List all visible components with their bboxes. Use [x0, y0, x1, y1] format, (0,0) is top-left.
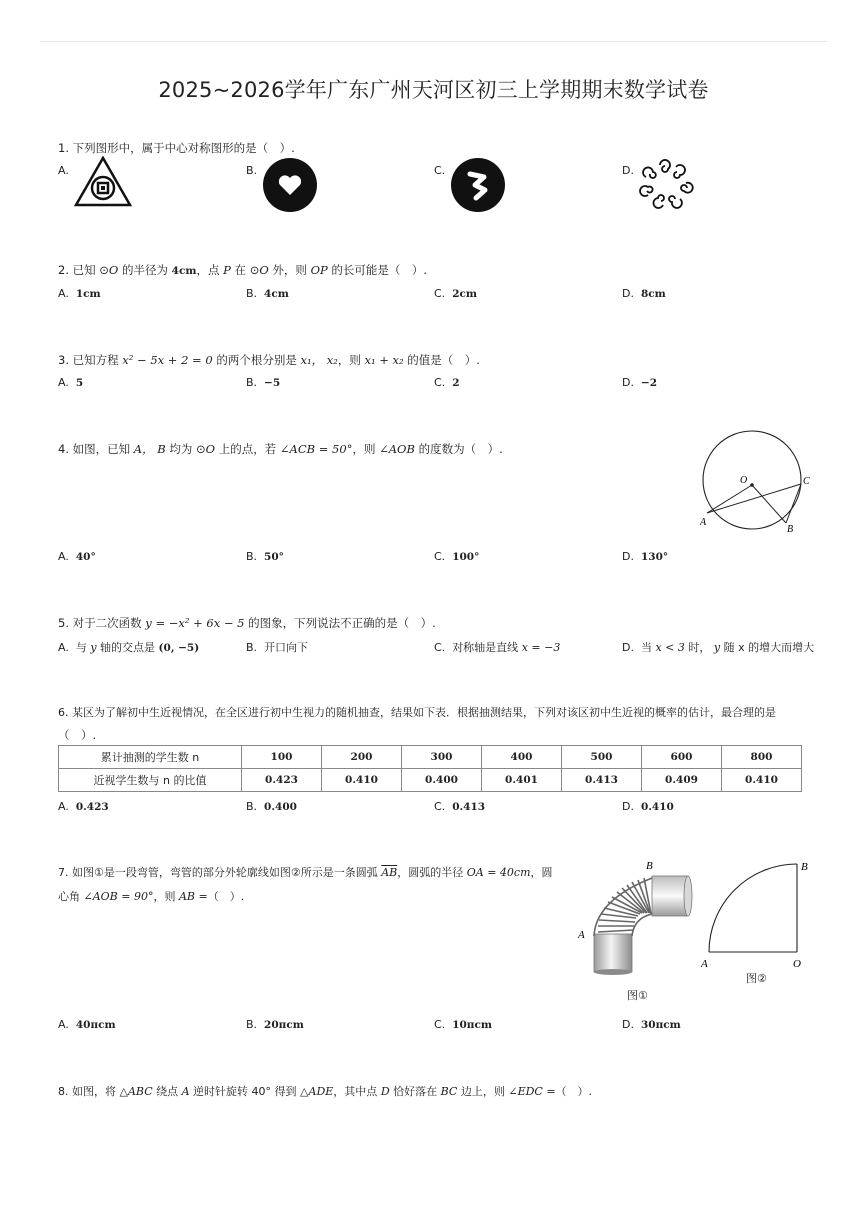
- q6-option-c: [434, 800, 485, 813]
- q7-fig1-label-b: B: [646, 860, 653, 872]
- option-label: D.: [622, 800, 634, 813]
- option-value: 0.413: [452, 801, 486, 813]
- option-value: 8cm: [640, 288, 666, 300]
- option-label: D.: [622, 287, 634, 300]
- q1-option-c-label: C.: [434, 164, 446, 177]
- question-6-text-line2: （ ）.: [58, 728, 97, 742]
- question-5-text: [58, 615, 436, 631]
- option-math: y: [713, 641, 721, 654]
- q8-point: D: [380, 1085, 390, 1098]
- q7-fig1-caption: 图①: [627, 989, 648, 1002]
- table-cell: 0.410: [722, 769, 802, 792]
- option-label: A.: [58, 287, 69, 300]
- q2-option-a: [58, 287, 101, 300]
- q4-text-part: 均为 ⊙: [165, 442, 206, 456]
- q2-text-part: 2. 已知 ⊙: [58, 263, 109, 277]
- q8-triangle: △ABC: [119, 1085, 153, 1098]
- q4-given-angle: ∠ACB = 50°: [279, 442, 353, 456]
- option-value: −2: [640, 377, 658, 389]
- question-8-text: [58, 1083, 592, 1099]
- q4-label-c: C: [803, 476, 810, 487]
- option-value: 10πcm: [452, 1019, 492, 1031]
- q3-text-part: ，则: [337, 353, 365, 367]
- q4-circle-name: O: [205, 442, 216, 456]
- option-label: C.: [434, 1018, 446, 1031]
- table-cell: 0.400: [402, 769, 482, 792]
- q4-circle-diagram: [696, 430, 818, 534]
- option-value: 2cm: [452, 288, 477, 300]
- q4-option-d: [622, 550, 668, 563]
- option-label: B.: [246, 800, 258, 813]
- q2-text-part: ，点: [196, 263, 224, 277]
- q6-option-a: [58, 800, 109, 813]
- q5-option-a: [58, 639, 199, 655]
- option-math: x = −3: [521, 641, 561, 654]
- q7-text-part: ，圆弧的半径: [397, 866, 467, 879]
- q4-option-b: [246, 550, 284, 563]
- option-label: C.: [434, 641, 446, 654]
- table-cell: 500: [562, 746, 642, 769]
- q4-option-a: [58, 550, 96, 563]
- q2-option-b: [246, 287, 289, 300]
- q8-point: A: [181, 1085, 190, 1098]
- q7-fig2-label-o: O: [793, 958, 801, 970]
- question-4-text: [58, 441, 503, 457]
- option-label: B.: [246, 1018, 258, 1031]
- header-divider: [40, 41, 827, 42]
- option-text: 与: [75, 641, 91, 654]
- question-1-text: 1. 下列图形中，属于中心对称图形的是（ ）.: [58, 141, 295, 155]
- q4-label-b: B: [787, 524, 794, 534]
- q5-option-c: [434, 639, 560, 655]
- q4-option-c: [434, 550, 479, 563]
- q8-segment: BC: [440, 1085, 458, 1098]
- q7-fig2-label-b: B: [801, 861, 808, 873]
- option-label: A.: [58, 376, 69, 389]
- table-cell: 300: [402, 746, 482, 769]
- q7-bent-pipe-photo: [574, 856, 696, 978]
- q4-points: A， B: [133, 442, 166, 456]
- q7-radius: OA = 40cm: [466, 866, 531, 879]
- option-text: 轴的交点是: [96, 641, 159, 654]
- option-value: 5: [75, 377, 84, 389]
- q8-triangle: △ADE: [300, 1085, 334, 1098]
- q5-function: y = −x² + 6x − 5: [145, 616, 245, 630]
- q7-text-part: 7. 如图①是一段弯管，弯管的部分外轮廓线如图②所示是一条圆弧: [58, 866, 382, 879]
- option-label: B.: [246, 550, 258, 563]
- table-row: [59, 746, 802, 769]
- option-value: 1cm: [75, 288, 101, 300]
- q3-text-part: 的值是（ ）.: [403, 353, 480, 367]
- option-value: 40°: [75, 551, 96, 563]
- ring-of-spirals-icon: [638, 157, 694, 213]
- q1-option-a-label: A.: [58, 164, 69, 177]
- q4-text-part: ，则: [352, 442, 380, 456]
- q4-label-a: A: [700, 517, 707, 528]
- q7-text-part: ，则: [153, 890, 179, 903]
- option-value: 0.400: [264, 801, 297, 813]
- option-text: 随 x 的增大而增大: [720, 641, 815, 654]
- option-value: 130°: [640, 551, 669, 563]
- option-label: C.: [434, 287, 446, 300]
- q2-option-c: [434, 287, 477, 300]
- q2-option-d: [622, 287, 666, 300]
- q3-equation: x² − 5x + 2 = 0: [122, 353, 213, 367]
- q5-option-d: [622, 639, 814, 655]
- q8-text-part: =（ ）.: [542, 1085, 593, 1098]
- q3-option-c: [434, 376, 460, 389]
- q8-text-part: 8. 如图，将: [58, 1085, 120, 1098]
- table-row: [59, 769, 802, 792]
- option-label: A.: [58, 800, 69, 813]
- option-text: 开口向下: [264, 641, 309, 654]
- q7-fig2-caption: 图②: [746, 972, 767, 985]
- option-value: 40πcm: [75, 1019, 116, 1031]
- q2-circle-name: O: [108, 263, 119, 277]
- q2-text-part: 外，则: [268, 263, 311, 277]
- q2-circle-name: O: [259, 263, 269, 277]
- option-value: 20πcm: [264, 1019, 304, 1031]
- q1-option-b-label: B.: [246, 164, 258, 177]
- table-cell: 600: [642, 746, 722, 769]
- q5-text-part: 的图象，下列说法不正确的是（ ）.: [244, 616, 436, 630]
- option-label: B.: [246, 641, 258, 654]
- option-label: A.: [58, 550, 69, 563]
- option-text: 对称轴是直线: [452, 641, 522, 654]
- table-cell: 200: [322, 746, 402, 769]
- q8-text-part: ，其中点: [333, 1085, 381, 1098]
- q6-option-b: [246, 800, 297, 813]
- option-value: 0.423: [75, 801, 109, 813]
- q7-option-a: [58, 1018, 116, 1031]
- q7-asked: AB: [178, 890, 196, 903]
- q5-text-part: 5. 对于二次函数: [58, 616, 146, 630]
- table-cell: 100: [242, 746, 322, 769]
- q4-text-part: 上的点，若: [215, 442, 280, 456]
- option-value: (0, −5): [158, 642, 200, 654]
- option-value: 50°: [264, 551, 284, 563]
- option-label: A.: [58, 1018, 69, 1031]
- q2-text-part: 的长可能是（ ）.: [327, 263, 428, 277]
- q8-text-part: 恰好落在: [389, 1085, 441, 1098]
- q2-segment-name: OP: [310, 263, 328, 277]
- question-6-text-line1: 6. 某区为了解初中生近视情况，在全区进行初中生视力的随机抽查，结果如下表．根据抽测结果，下列对该区初中生近视的概率的估计，最合理的是: [58, 706, 776, 719]
- q6-data-table: [58, 745, 802, 792]
- question-3-text: [58, 352, 480, 368]
- table-cell: 0.401: [482, 769, 562, 792]
- q3-sum-expression: x₁ + x₂: [364, 353, 404, 367]
- option-label: D.: [622, 550, 634, 563]
- option-math: x < 3: [655, 641, 685, 654]
- option-value: −5: [264, 377, 281, 389]
- number-three-in-circle-icon: [450, 157, 506, 213]
- q4-text-part: 的度数为（ ）.: [414, 442, 503, 456]
- q7-text-part: 心角: [58, 890, 84, 903]
- option-value: 100°: [452, 551, 480, 563]
- q6-option-d: [622, 800, 674, 813]
- table-cell: 0.410: [322, 769, 402, 792]
- q3-option-b: [246, 376, 280, 389]
- table-cell: 800: [722, 746, 802, 769]
- q7-text-part: =（ ）.: [195, 890, 245, 903]
- option-math: y: [90, 641, 97, 654]
- q3-option-d: [622, 376, 657, 389]
- option-label: D.: [622, 376, 634, 389]
- option-value: 0.410: [640, 801, 674, 813]
- question-7-text-line2: [58, 888, 244, 904]
- option-label: B.: [246, 287, 258, 300]
- q3-text-part: 的两个根分别是: [212, 353, 301, 367]
- q2-point-name: P: [223, 263, 231, 277]
- option-text: 时，: [684, 641, 714, 654]
- q3-text-part: 3. 已知方程: [58, 353, 123, 367]
- option-label: C.: [434, 550, 446, 563]
- question-7-text-line1: [58, 864, 553, 880]
- option-label: D.: [622, 1018, 634, 1031]
- option-value: 4cm: [264, 288, 289, 300]
- q7-angle: ∠AOB = 90°: [83, 890, 154, 903]
- q2-radius: 4cm: [171, 265, 197, 277]
- table-row-header: 近视学生数与 n 的比值: [59, 769, 242, 792]
- option-text: 当: [640, 641, 656, 654]
- q8-text-part: 边上，则: [457, 1085, 509, 1098]
- option-label: C.: [434, 376, 446, 389]
- option-value: 2: [452, 377, 460, 389]
- option-value: 30πcm: [640, 1019, 681, 1031]
- question-2-text: [58, 262, 427, 278]
- q7-fig2-label-a: A: [701, 958, 708, 970]
- table-cell: 0.423: [242, 769, 322, 792]
- q1-option-d-label: D.: [622, 164, 634, 177]
- table-cell: 0.413: [562, 769, 642, 792]
- table-cell: 0.409: [642, 769, 722, 792]
- table-cell: 400: [482, 746, 562, 769]
- q7-option-c: [434, 1018, 492, 1031]
- q7-fig1-label-a: A: [578, 929, 585, 941]
- q7-option-d: [622, 1018, 681, 1031]
- q7-text-part: ，圆: [530, 866, 553, 879]
- heart-in-circle-icon: [262, 157, 318, 213]
- q5-option-b: [246, 639, 308, 655]
- q3-roots: x₁， x₂: [300, 353, 338, 367]
- page-title: 2025~2026学年广东广州天河区初三上学期期末数学试卷: [158, 78, 709, 102]
- q8-text-part: 逆时针旋转 40° 得到: [189, 1085, 301, 1098]
- q4-text-part: 4. 如图，已知: [58, 442, 134, 456]
- q8-asked-angle: ∠EDC: [508, 1085, 543, 1098]
- table-row-header: 累计抽测的学生数 n: [59, 746, 242, 769]
- option-label: B.: [246, 376, 258, 389]
- triangle-circle-square-icon: [74, 156, 132, 208]
- q2-text-part: 在 ⊙: [230, 263, 260, 277]
- q7-arc-diagram: [697, 856, 817, 972]
- option-label: A.: [58, 641, 69, 654]
- q4-asked-angle: ∠AOB: [379, 442, 415, 456]
- q3-option-a: [58, 376, 83, 389]
- q7-arc-name: $\overline{AB}$: [381, 866, 398, 879]
- q4-label-o: O: [740, 475, 748, 486]
- option-label: D.: [622, 641, 634, 654]
- q2-text-part: 的半径为: [118, 263, 172, 277]
- q7-option-b: [246, 1018, 304, 1031]
- option-label: C.: [434, 800, 446, 813]
- q8-text-part: 绕点: [152, 1085, 182, 1098]
